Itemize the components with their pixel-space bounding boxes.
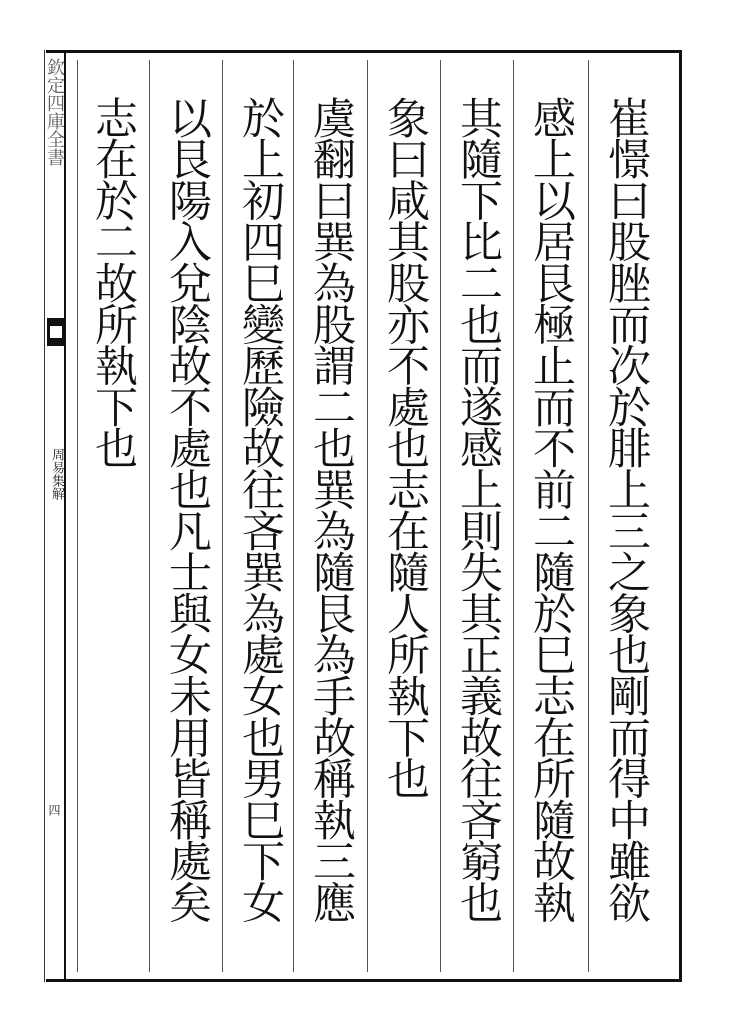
text-column-2: 感上以居艮極止而不前二隨於巳志在所隨故執 (526, 96, 576, 923)
column-rule (149, 60, 150, 972)
fishtail-mark (47, 318, 65, 346)
column-rule (293, 60, 294, 972)
column-rule (440, 60, 441, 972)
text-column-4: 象曰咸其股亦不處也志在隨人所執下也 (380, 96, 430, 799)
text-column-3: 其隨下比二也而遂感上則失其正義故往吝窮也 (453, 96, 503, 923)
page-frame (46, 50, 682, 982)
margin-strip (44, 50, 66, 982)
text-column-6: 於上初四巳變歷險故往吝巽為處女也男巳下女 (235, 96, 285, 923)
book-label: 周易集解 (49, 448, 64, 500)
text-column-5: 虞翻曰巽為股謂二也巽為隨艮為手故稱執三應 (306, 96, 356, 923)
column-rule (222, 60, 223, 972)
text-column-8: 志在於二故所執下也 (88, 96, 138, 468)
column-rule (513, 60, 514, 972)
column-rule (367, 60, 368, 972)
text-column-7: 以艮陽入兌陰故不處也凡士與女未用皆稱處矣 (162, 96, 212, 923)
text-column-1: 崔憬曰股脞而次於腓上三之象也剛而得中雖欲 (601, 96, 651, 923)
margin-title: 欽定四庫全書 (44, 58, 65, 166)
column-rule (77, 60, 78, 972)
column-rule (588, 60, 589, 972)
page-number: 四 (47, 804, 61, 816)
